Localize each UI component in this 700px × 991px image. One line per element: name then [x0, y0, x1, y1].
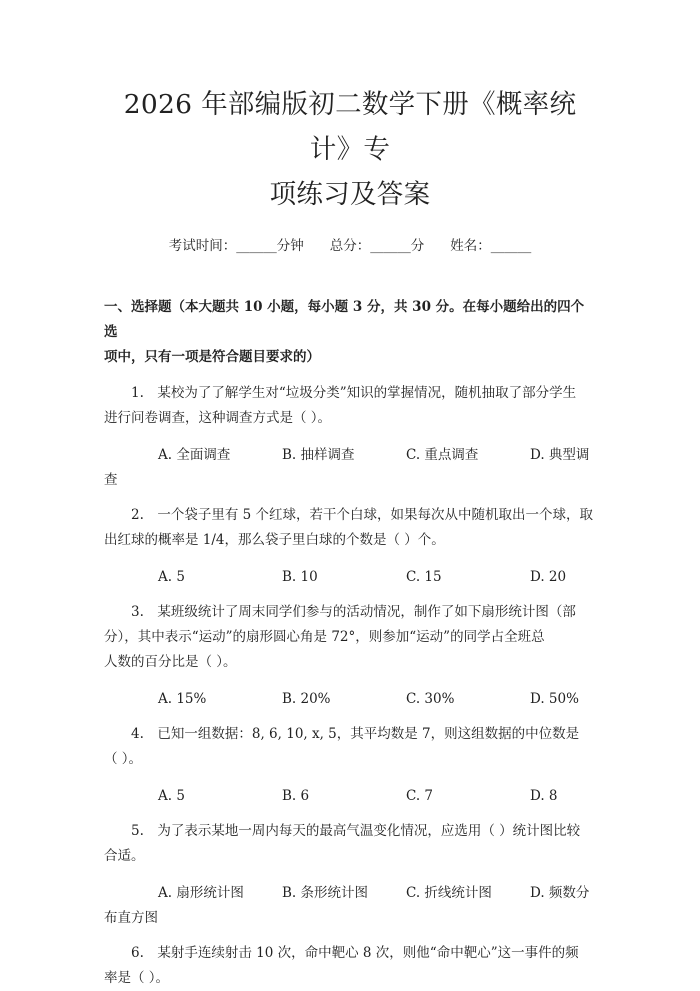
- option-a: A. 全面调查: [158, 447, 231, 463]
- option-c: C. 折线统计图: [406, 885, 492, 901]
- section-heading-line-1: 一、选择题（本大题共 10 小题，每小题 3 分，共 30 分。在每小题给出的四个选: [104, 299, 585, 340]
- option-c: C. 30%: [406, 691, 455, 707]
- question-text-line: 3. 某班级统计了周末同学们参与的活动情况，制作了如下扇形统计图（部: [131, 604, 576, 620]
- question-text-line: 分），其中表示“运动”的扇形圆心角是 72°，则参加“运动”的同学占全班总: [104, 629, 545, 645]
- option-d: D. 典型调: [530, 447, 590, 463]
- option-d: D. 频数分: [530, 885, 590, 901]
- document-title: [104, 0, 596, 217]
- question-text-line: 4. 已知一组数据：8, 6, 10, x, 5，其平均数是 7，则这组数据的中位数是: [131, 726, 580, 742]
- title-line-2: 项练习及答案: [269, 179, 431, 210]
- question-text-line: 5. 为了表示某地一周内每天的最高气温变化情况，应选用（ ）统计图比较: [131, 823, 581, 839]
- option-c: C. 7: [406, 788, 434, 804]
- question-5: [104, 819, 596, 931]
- option-d: D. 8: [530, 788, 558, 804]
- option-b: B. 10: [282, 569, 318, 585]
- question-text-line: 6. 某射手连续射击 10 次，命中靶心 8 次，则他“命中靶心”这一事件的频: [131, 945, 579, 961]
- question-6: [104, 941, 596, 991]
- exam-meta: [104, 234, 596, 256]
- question-2: [104, 503, 596, 590]
- option-a: A. 5: [158, 788, 185, 804]
- question-text-line: 合适。: [104, 848, 145, 864]
- question-4: [104, 722, 596, 809]
- question-text-line: 出红球的概率是 1/4，那么袋子里白球的个数是（ ）个。: [104, 532, 445, 548]
- question-text-line: 率是（ ）。: [104, 970, 170, 986]
- question-5-options: [104, 881, 596, 931]
- option-a: A. 扇形统计图: [158, 885, 244, 901]
- question-text-line: 人数的百分比是（ ）。: [104, 654, 237, 670]
- question-text-line: （ ）。: [104, 751, 143, 767]
- option-b: B. 条形统计图: [282, 885, 369, 901]
- option-c: C. 15: [406, 569, 442, 585]
- option-a: A. 5: [158, 569, 185, 585]
- option-d: D. 50%: [530, 691, 579, 707]
- section-1-heading: [104, 295, 596, 370]
- question-2-options: [104, 565, 596, 590]
- total-score-field: 总分：______分: [329, 238, 425, 254]
- question-3: [104, 600, 596, 712]
- exam-time-field: 考试时间：______分钟: [168, 238, 304, 254]
- question-1-options: [104, 443, 596, 493]
- question-3-options: [104, 687, 596, 712]
- question-text-line: 1. 某校为了了解学生对“垃圾分类”知识的掌握情况，随机抽取了部分学生: [131, 385, 577, 401]
- option-b: B. 6: [282, 788, 310, 804]
- question-1: [104, 381, 596, 493]
- question-text-line: 2. 一个袋子里有 5 个红球，若干个白球，如果每次从中随机取出一个球，取: [131, 507, 594, 523]
- option-d-continued: 查: [104, 472, 118, 488]
- option-b: B. 抽样调查: [282, 447, 355, 463]
- section-heading-line-2: 项中，只有一项是符合题目要求的）: [104, 349, 320, 365]
- title-line-1: 2026 年部编版初二数学下册《概率统计》专: [123, 89, 577, 165]
- option-c: C. 重点调查: [406, 447, 479, 463]
- option-b: B. 20%: [282, 691, 331, 707]
- option-a: A. 15%: [158, 691, 207, 707]
- option-d: D. 20: [530, 569, 567, 585]
- question-4-options: [104, 784, 596, 809]
- question-text-line: 进行问卷调查，这种调查方式是（ ）。: [104, 410, 332, 426]
- student-name-field: 姓名：______: [450, 238, 532, 254]
- option-d-continued: 布直方图: [104, 910, 158, 926]
